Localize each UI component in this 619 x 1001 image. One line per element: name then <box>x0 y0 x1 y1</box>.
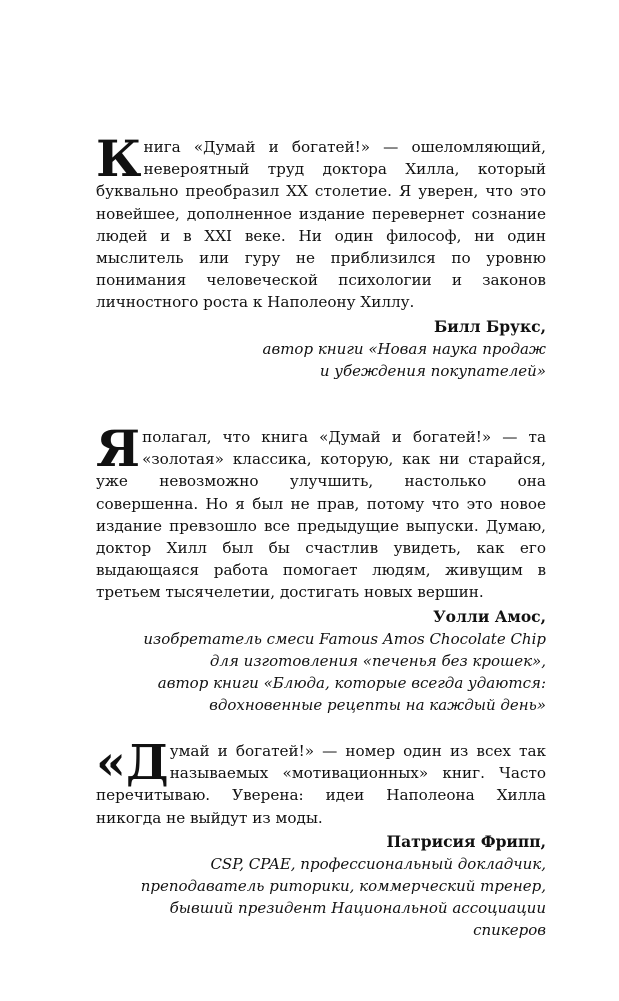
testimonial-text <box>96 419 546 604</box>
testimonial-text <box>96 735 546 829</box>
testimonial-3 <box>96 735 546 941</box>
author-description <box>96 338 546 382</box>
testimonial-body: полагал, что книга «Думай и богатей!» — та «золотая» классика, которую, как ни старайся, уже невозможно улучшить, настолько она совершенна. Но я был не прав, потому что это новое издание превзошло все предыдущие выпуски. Думаю, доктор Хилл был бы счастлив увидеть, как его выдающаяся работа помогает людям, живущим в третьем тысячелетии, достигать новых вершин. <box>96 428 546 602</box>
testimonial-author: Билл Брукс, <box>433 316 546 336</box>
testimonial-2 <box>96 419 546 716</box>
testimonial-body: умай и богатей!» — номер один из всех так называемых «мотивационных» книг. Часто перечитываю. Уверена: идеи Наполеона Хилла никогда не выйдут из моды. <box>96 742 546 827</box>
author-description-line: для изготовления «печенья без крошек», <box>209 651 546 670</box>
author-description <box>96 628 546 716</box>
author-description-line: преподаватель риторики, коммерческий тренер, <box>140 876 546 895</box>
author-description-line: бывший президент Национальной ассоциации спикеров <box>169 898 546 939</box>
testimonial-author: Уолли Амос, <box>433 606 546 626</box>
author-description-line: CSP, CPAE, профессиональный докладчик, <box>210 854 546 873</box>
testimonial-1 <box>96 129 546 382</box>
drop-cap: «Д <box>96 735 169 791</box>
author-description-line: и убеждения покупателей» <box>319 361 546 380</box>
drop-cap: К <box>96 129 142 188</box>
author-description-line: вдохновенные рецепты на каждый день» <box>209 695 546 714</box>
author-description-line: автор книги «Блюда, которые всегда удаются: <box>157 673 546 692</box>
testimonial-body: нига «Думай и богатей!» — ошеломляющий, невероятный труд доктора Хилла, который буквально преобразил XX столетие. Я уверен, что это новейшее, дополненное издание перевернет сознание людей и в XXI веке. Ни один философ, ни один мыслитель или гуру не приблизился по уровню понимания человеческой психологии и законов личностного роста к Наполеону Хиллу. <box>96 138 546 312</box>
author-description-line: изобретатель смеси Famous Amos Chocolate Chip <box>143 629 546 648</box>
testimonial-author: Патрисия Фрипп, <box>386 831 546 851</box>
author-description-line: автор книги «Новая наука продаж <box>262 339 546 358</box>
drop-cap: Я <box>96 419 141 478</box>
author-description <box>96 853 546 941</box>
testimonial-text <box>96 129 546 314</box>
